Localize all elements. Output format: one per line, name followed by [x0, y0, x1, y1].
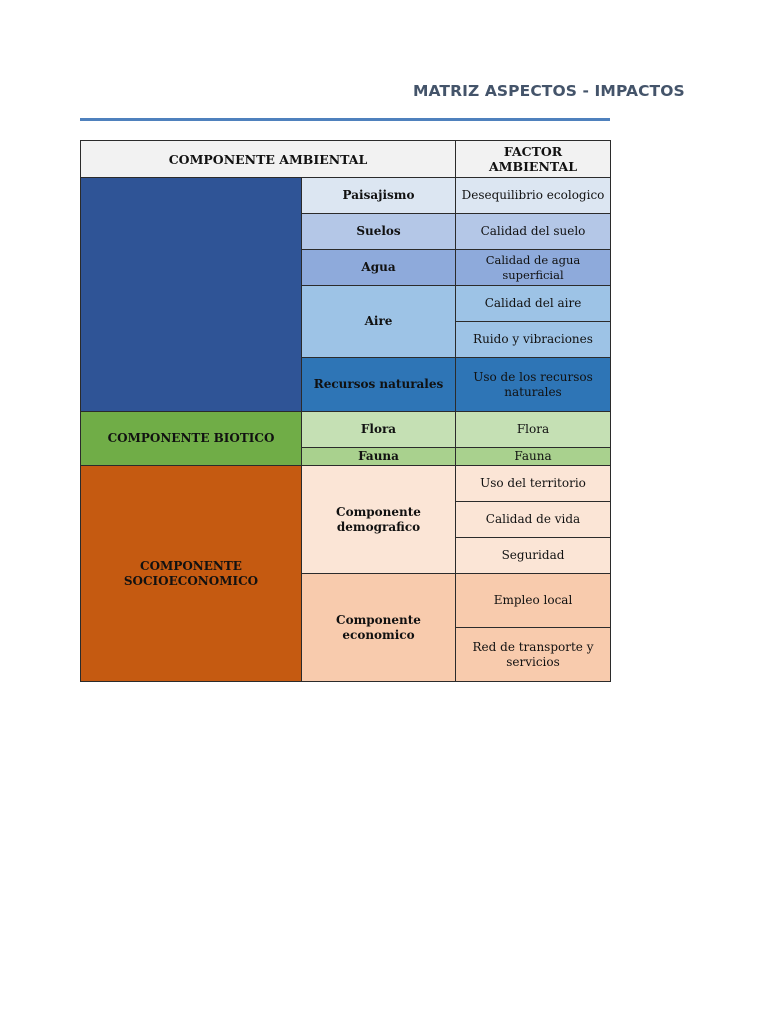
- factor-calidad-agua: Calidad de agua superficial: [456, 250, 611, 286]
- factor-desequilibrio-ecologico: Desequilibrio ecologico: [456, 178, 611, 214]
- subcomponent-agua: Agua: [302, 250, 456, 286]
- header-componente: COMPONENTE AMBIENTAL: [81, 141, 456, 178]
- component-abiotico: [81, 178, 302, 412]
- subcomponent-suelos: Suelos: [302, 214, 456, 250]
- table-row: [81, 178, 611, 214]
- factor-uso-territorio: Uso del territorio: [456, 466, 611, 502]
- table-row: [81, 412, 611, 448]
- header-factor: FACTOR AMBIENTAL: [456, 141, 611, 178]
- factor-calidad-aire: Calidad del aire: [456, 286, 611, 322]
- title-divider: [80, 118, 610, 121]
- table-row: [81, 466, 611, 502]
- factor-fauna: Fauna: [456, 448, 611, 466]
- component-socioeconomico: COMPONENTE SOCIOECONOMICO: [81, 466, 302, 682]
- page-title: MATRIZ ASPECTOS - IMPACTOS: [413, 82, 685, 100]
- subcomponent-economico: Componente economico: [302, 574, 456, 682]
- title-area: [80, 78, 685, 110]
- subcomponent-paisajismo: Paisajismo: [302, 178, 456, 214]
- factor-calidad-suelo: Calidad del suelo: [456, 214, 611, 250]
- factor-uso-recursos: Uso de los recursos naturales: [456, 358, 611, 412]
- factor-seguridad: Seguridad: [456, 538, 611, 574]
- factor-flora: Flora: [456, 412, 611, 448]
- factor-empleo-local: Empleo local: [456, 574, 611, 628]
- subcomponent-recursos-naturales: Recursos naturales: [302, 358, 456, 412]
- subcomponent-aire: Aire: [302, 286, 456, 358]
- factor-calidad-vida: Calidad de vida: [456, 502, 611, 538]
- subcomponent-demografico: Componente demografico: [302, 466, 456, 574]
- subcomponent-fauna: Fauna: [302, 448, 456, 466]
- component-biotico: COMPONENTE BIOTICO: [81, 412, 302, 466]
- environmental-matrix-table: [80, 140, 611, 682]
- factor-ruido-vibraciones: Ruido y vibraciones: [456, 322, 611, 358]
- factor-red-transporte: Red de transporte y servicios: [456, 628, 611, 682]
- header-row: [81, 141, 611, 178]
- subcomponent-flora: Flora: [302, 412, 456, 448]
